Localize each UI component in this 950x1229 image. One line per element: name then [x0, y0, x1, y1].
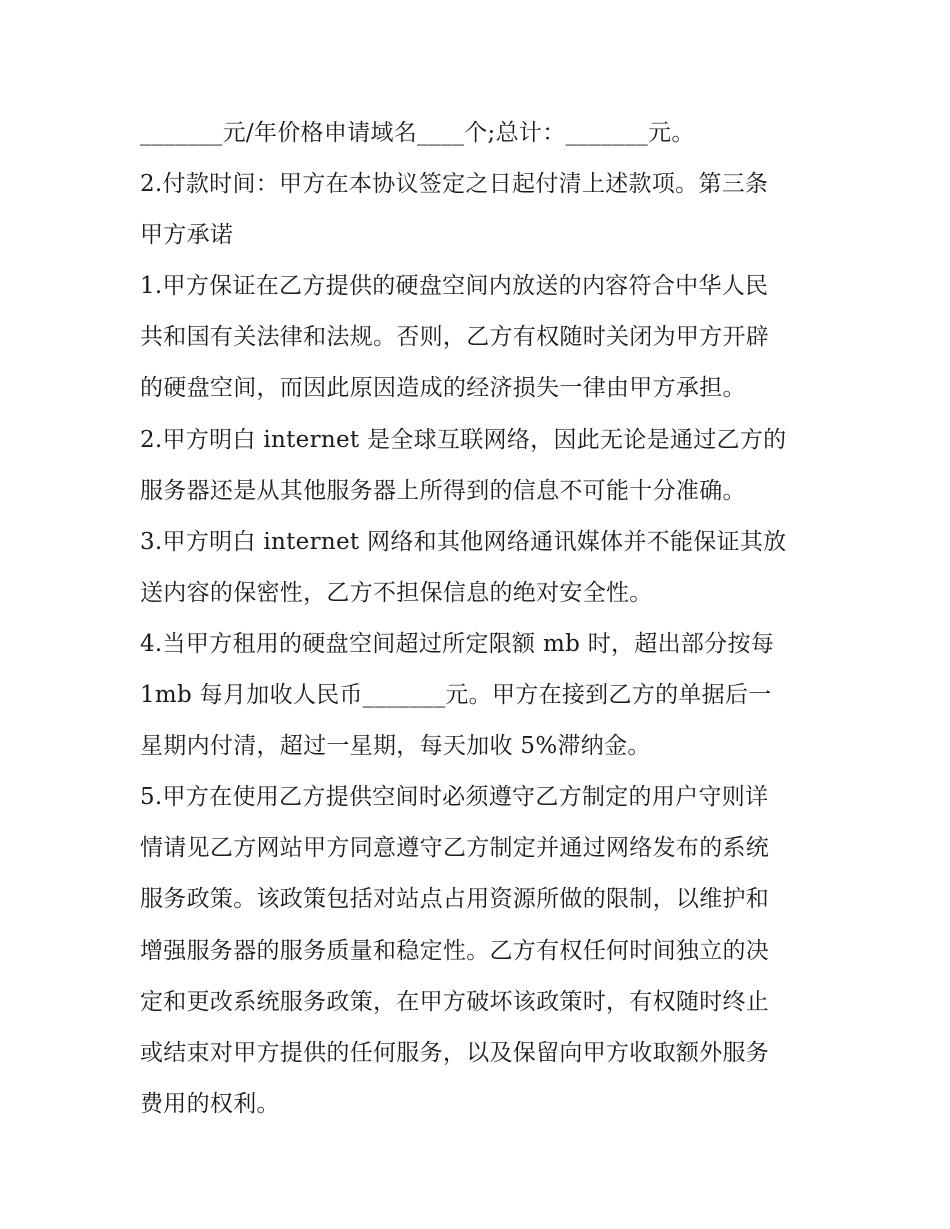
text-line: 服务政策。该政策包括对站点占用资源所做的限制，以维护和: [140, 886, 770, 913]
text-line: 情请见乙方网站甲方同意遵守乙方制定并通过网络发布的系统: [140, 835, 770, 862]
text-line: 增强服务器的服务质量和稳定性。乙方有权任何时间独立的决: [140, 937, 770, 964]
text-line: 1mb 每月加收人民币_______元。甲方在接到乙方的单据后一: [140, 682, 772, 709]
text-line: 费用的权利。: [140, 1090, 280, 1117]
text-line: 星期内付清，超过一星期，每天加收 5%滞纳金。: [140, 733, 651, 760]
text-line: 1.甲方保证在乙方提供的硬盘空间内放送的内容符合中华人民: [140, 273, 769, 300]
text-line: 5.甲方在使用乙方提供空间时必须遵守乙方制定的用户守则详: [140, 784, 769, 811]
text-line: _______元/年价格申请域名____个;总计：_______元。: [140, 120, 695, 146]
text-line: 定和更改系统服务政策，在甲方破坏该政策时，有权随时终止: [140, 988, 770, 1015]
text-line: 或结束对甲方提供的任何服务，以及保留向甲方收取额外服务: [140, 1039, 770, 1066]
text-line: 2.付款时间：甲方在本协议签定之日起付清上述款项。第三条: [140, 171, 769, 198]
text-line: 2.甲方明白 internet 是全球互联网络，因此无论是通过乙方的: [140, 426, 787, 453]
text-line: 共和国有关法律和法规。否则，乙方有权随时关闭为甲方开辟: [140, 324, 770, 351]
document-body: [140, 108, 820, 1130]
text-line: 甲方承诺: [140, 222, 234, 249]
text-line: 3.甲方明白 internet 网络和其他网络通讯媒体并不能保证其放: [140, 528, 787, 555]
text-line: 服务器还是从其他服务器上所得到的信息不可能十分准确。: [140, 477, 746, 504]
text-line: 4.当甲方租用的硬盘空间超过所定限额 mb 时，超出部分按每: [140, 630, 775, 657]
text-line: 送内容的保密性，乙方不担保信息的绝对安全性。: [140, 579, 653, 606]
text-line: 的硬盘空间，而因此原因造成的经济损失一律由甲方承担。: [140, 375, 746, 402]
